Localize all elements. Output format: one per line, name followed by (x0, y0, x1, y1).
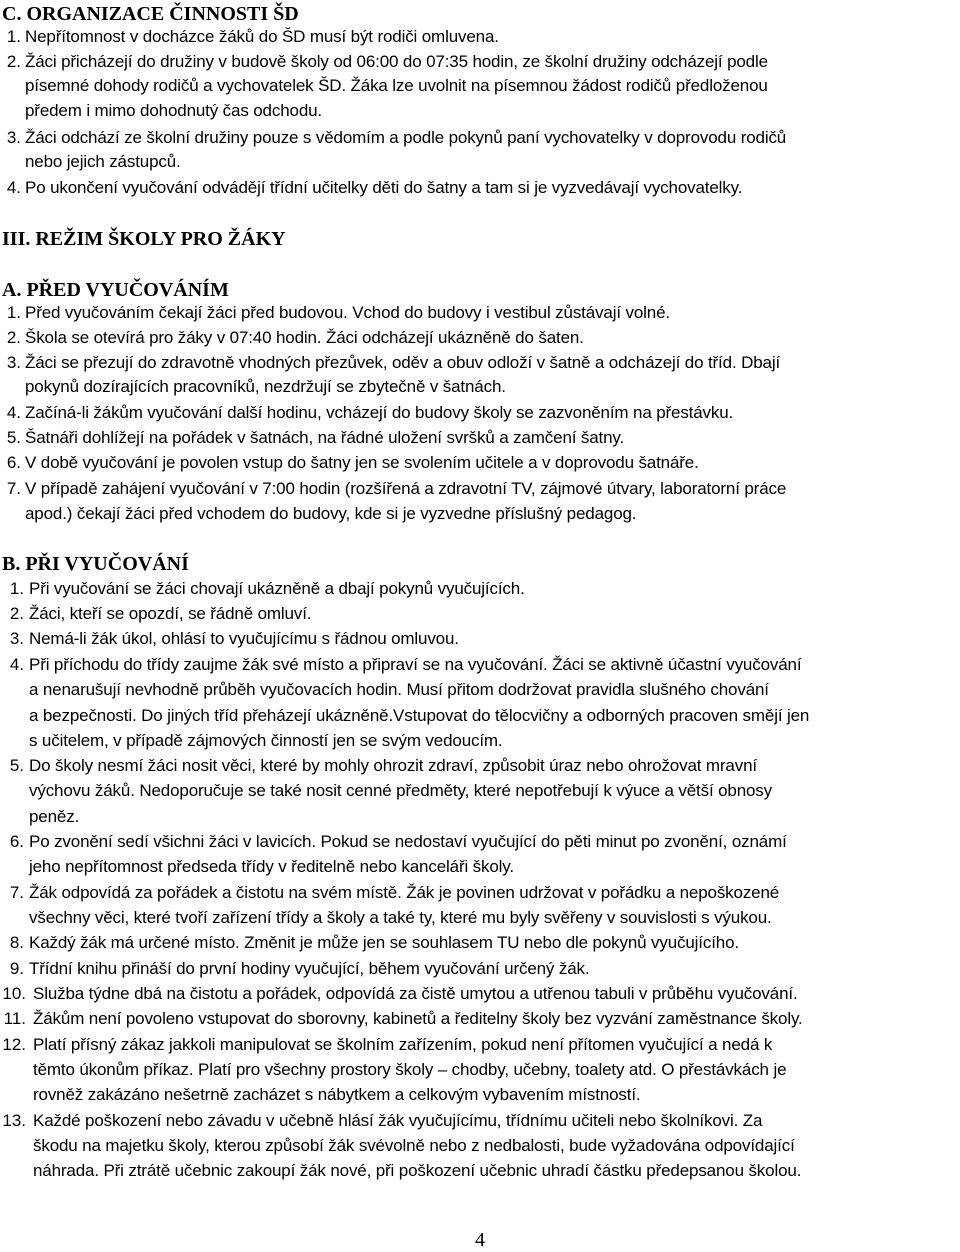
section-c-item-2-line-3: předem i mimo dohodnutý čas odchodu. (25, 101, 322, 120)
section-b-item-9-line-1: Třídní knihu přináší do první hodiny vyučující, během vyučování určený žák. (29, 959, 590, 978)
section-a-item-2-line-1: Škola se otevírá pro žáky v 07:40 hodin. Žáci odcházejí ukázněně do šaten. (25, 328, 584, 347)
section-c-item-3-number: 3. (6, 128, 21, 147)
section-a-item-1-line-1: Před vyučováním čekají žáci před budovou. Vchod do budovy i vestibul zůstávají volné. (25, 303, 670, 322)
section-a-item-4-number: 4. (6, 403, 21, 422)
section-a-item-6-number: 6. (6, 453, 21, 472)
section-c-item-4-number: 4. (6, 178, 21, 197)
section-a-item-4-line-1: Začíná-li žákům vyučování další hodinu, vcházejí do budovy školy se zazvoněním na přestávku. (25, 403, 734, 422)
section-b-item-7-number: 7. (9, 883, 24, 902)
section-b-item-12-line-2: těmto úkonům příkaz. Platí pro všechny prostory školy – chodby, učebny, toalety atd. O přestávkách je (33, 1060, 787, 1079)
section-b-item-4-line-4: s učitelem, v případě zájmových činností jen se svým vedoucím. (29, 731, 503, 750)
section-c-item-1-line-1: Nepřítomnost v docházce žáků do ŠD musí být rodiči omluvena. (25, 27, 499, 46)
section-b-item-12-line-1: Platí přísný zákaz jakkoli manipulovat se školním zařízením, pokud není přítomen vyučující a nedá k (33, 1035, 773, 1054)
section-b-item-5-line-2: výchovu žáků. Nedoporučuje se také nosit cenné předměty, které nepotřebují k výuce a větší obnosy (29, 781, 773, 800)
section-b-item-2-line-1: Žáci, kteří se opozdí, se řádně omluví. (29, 604, 312, 623)
section-b-item-2-number: 2. (9, 604, 24, 623)
section-b-item-7-line-1: Žák odpovídá za pořádek a čistotu na svém místě. Žák je povinen udržovat v pořádku a nepoškozené (29, 883, 780, 902)
section-b-item-10-line-1: Služba týdne dbá na čistotu a pořádek, odpovídá za čistě umytou a utřenou tabuli v průběhu vyučování. (33, 984, 798, 1003)
section-a-item-7-line-1: V případě zahájení vyučování v 7:00 hodin (rozšířená a zdravotní TV, zájmové útvary, laboratorní práce (25, 479, 787, 498)
section-b-item-13-line-2: škodu na majetku školy, kterou způsobí žák svévolně nebo z nedbalosti, bude vyžadována odpovídající (33, 1136, 795, 1155)
section-b-item-13-number: 13. (2, 1111, 26, 1130)
section-a-item-1-number: 1. (6, 303, 21, 322)
section-b-item-1-line-1: Při vyučování se žáci chovají ukázněně a dbají pokynů vyučujících. (29, 579, 525, 598)
section-c-item-2-number: 2. (6, 52, 21, 71)
section-b-item-6-number: 6. (9, 832, 24, 851)
section-b-item-6-line-1: Po zvonění sedí všichni žáci v lavicích. Pokud se nedostaví vyučující do pěti minut po zvonění, oznámí (29, 832, 787, 851)
section-b-item-3-line-1: Nemá-li žák úkol, ohlásí to vyučujícímu s řádnou omluvou. (29, 629, 459, 648)
section-a-item-6-line-1: V době vyučování je povolen vstup do šatny jen se svolením učitele a v doprovodu šatnáře. (25, 453, 699, 472)
section-a-item-5-number: 5. (6, 428, 21, 447)
section-a-item-3-line-1: Žáci se přezují do zdravotně vhodných přezůvek, oděv a obuv odloží v šatně a odcházejí do tříd. Dbají (25, 353, 781, 372)
section-a-item-5-line-1: Šatnáři dohlížejí na pořádek v šatnách, na řádné uložení svršků a zamčení šatny. (25, 428, 625, 447)
section-a-item-3-number: 3. (6, 353, 21, 372)
section-a-item-7-number: 7. (6, 479, 21, 498)
section-b-item-9-number: 9. (9, 959, 24, 978)
section-a-item-3-line-2: pokynů dozírajících pracovníků, nezdržují se zbytečně v šatnách. (25, 377, 506, 396)
section-b-item-11-number: 11. (3, 1009, 26, 1028)
section-b-item-10-number: 10. (2, 984, 26, 1003)
section-b-item-4-line-1: Při příchodu do třídy zaujme žák své místo a připraví se na vyučování. Žáci se aktivně účastní vyučování (29, 655, 802, 674)
section-b-item-6-line-2: jeho nepřítomnost předseda třídy v ředitelně nebo kanceláři školy. (29, 857, 514, 876)
section-c-item-2-line-1: Žáci přicházejí do družiny v budově školy od 06:00 do 07:35 hodin, ze školní družiny odcházejí podle (25, 52, 768, 71)
section-b-item-4-number: 4. (9, 655, 24, 674)
section-b-item-12-line-3: rovněž zakázáno nešetrně zacházet s nábytkem a celkovým vybavením místností. (33, 1085, 641, 1104)
section-b-item-13-line-1: Každé poškození nebo závadu v učebně hlásí žák vyučujícímu, třídnímu učiteli nebo školníkovi. Za (33, 1111, 763, 1130)
section-c-item-3-line-2: nebo jejich zástupců. (25, 152, 181, 171)
section-b-item-13-line-3: náhrada. Při ztrátě učebnic zakoupí žák nové, při poškození učebnic uhradí částku předepsanou školou. (33, 1161, 802, 1180)
section-b-item-12-number: 12. (2, 1035, 26, 1054)
section-a-item-7-line-2: apod.) čekají žáci před vchodem do budovy, kde si je vyzvedne příslušný pedagog. (25, 504, 637, 523)
section-b-item-4-line-2: a nenarušují nevhodně průběh vyučovacích hodin. Musí přitom dodržovat pravidla slušného chování (29, 680, 769, 699)
section-b-item-5-line-1: Do školy nesmí žáci nosit věci, které by mohly ohrozit zdraví, způsobit úraz nebo ohrožovat mravní (29, 756, 757, 775)
section-b-item-8-number: 8. (9, 933, 24, 952)
page-number: 4 (475, 1229, 485, 1251)
section-a-title: A. PŘED VYUČOVÁNÍM (2, 279, 229, 301)
section-b-item-5-line-3: peněz. (29, 807, 80, 826)
section-b-item-8-line-1: Každý žák má určené místo. Změnit je může jen se souhlasem TU nebo dle pokynů vyučujícího. (29, 933, 739, 952)
section-a-item-2-number: 2. (6, 328, 21, 347)
section-b-item-4-line-3: a bezpečnosti. Do jiných tříd přeházejí ukázněně.Vstupovat do tělocvičny a odborných pracoven smějí jen (29, 706, 810, 725)
section-b-item-5-number: 5. (9, 756, 24, 775)
section-b-item-3-number: 3. (9, 629, 24, 648)
section-c-title: C. ORGANIZACE ČINNOSTI ŠD (2, 3, 299, 25)
section-c-item-1-number: 1. (6, 27, 21, 46)
section-b-item-1-number: 1. (9, 579, 24, 598)
section-c-item-3-line-1: Žáci odchází ze školní družiny pouze s vědomím a podle pokynů paní vychovatelky v doprovodu rodičů (25, 128, 787, 147)
section-b-item-7-line-2: všechny věci, které tvoří zařízení třídy a školy a také ty, které mu byly svěřeny v souvislosti s výukou. (29, 908, 772, 927)
section-iii-title: III. REŽIM ŠKOLY PRO ŽÁKY (2, 228, 286, 250)
section-b-item-11-line-1: Žákům není povoleno vstupovat do sborovny, kabinetů a ředitelny školy bez vyzvání zaměstnance školy. (33, 1009, 803, 1028)
section-c-item-2-line-2: písemné dohody rodičů a vychovatelek ŠD. Žáka lze uvolnit na písemnou žádost rodičů předloženou (25, 76, 768, 95)
section-c-item-4-line-1: Po ukončení vyučování odvádějí třídní učitelky děti do šatny a tam si je vyzvedávají vychovatelky. (25, 178, 743, 197)
section-b-title: B. PŘI VYUČOVÁNÍ (2, 553, 189, 575)
